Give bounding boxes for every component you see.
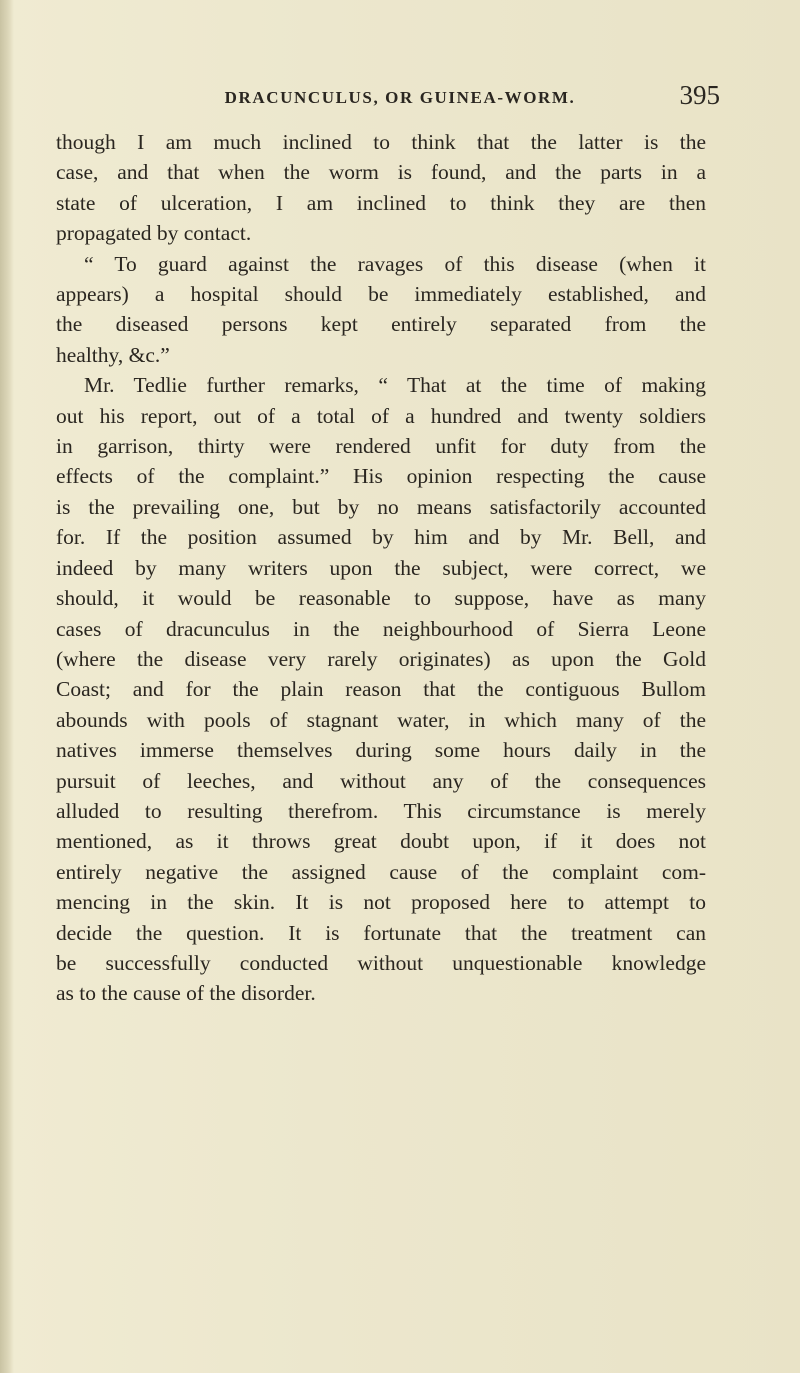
text-line: mencing in the skin. It is not proposed here to attempt to [56,890,706,915]
text-line: appears) a hospital should be immediately established, and [56,282,706,307]
text-line: Coast; and for the plain reason that the contiguous Bullom [56,677,706,702]
text-line: (where the disease very rarely originates) as upon the Gold [56,646,706,671]
text-line: alluded to resulting therefrom. This circumstance is merely [56,798,706,823]
text-line: “ To guard against the ravages of this disease (when it [84,251,706,276]
text-line: Mr. Tedlie further remarks, “ That at the time of making [84,373,706,398]
text-line: in garrison, thirty were rendered unfit for duty from the [56,434,706,459]
text-line: decide the question. It is fortunate that the treatment can [56,920,706,945]
text-line: is the prevailing one, but by no means satisfactorily accounted [56,494,706,519]
running-head: DRACUNCULUS, OR GUINEA-WORM. [224,88,576,107]
page-number: 395 [679,80,720,110]
text-line: be successfully conducted without unquestionable knowledge [56,950,706,975]
text-line: healthy, &c.” [56,342,170,367]
text-line: indeed by many writers upon the subject, were correct, we [56,555,706,580]
text-line: effects of the complaint.” His opinion respecting the cause [56,464,706,489]
text-line: propagated by contact. [56,221,252,246]
text-line: for. If the position assumed by him and by Mr. Bell, and [56,525,706,550]
text-line: the diseased persons kept entirely separated from the [56,312,706,337]
text-line: mentioned, as it throws great doubt upon, if it does not [56,829,706,854]
page-gutter-edge [0,0,14,1373]
text-line: cases of dracunculus in the neighbourhood of Sierra Leone [56,616,706,641]
body-text [56,127,706,1009]
text-line: case, and that when the worm is found, and the parts in a [56,160,706,185]
text-line: out his report, out of a total of a hundred and twenty soldiers [56,403,706,428]
text-line: pursuit of leeches, and without any of the consequences [56,768,706,793]
text-line: should, it would be reasonable to suppose, have as many [56,586,706,611]
text-line: natives immerse themselves during some hours daily in the [56,738,706,763]
text-line: as to the cause of the disorder. [56,981,316,1006]
text-line: state of ulceration, I am inclined to think they are then [56,190,706,215]
text-line: though I am much inclined to think that the latter is the [56,130,706,154]
text-line: abounds with pools of stagnant water, in which many of the [56,707,706,732]
text-line: entirely negative the assigned cause of the complaint com- [56,859,706,884]
